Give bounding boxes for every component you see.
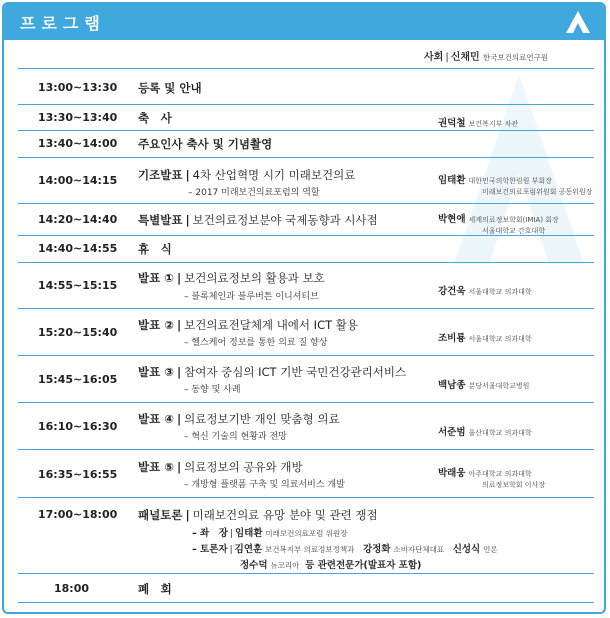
row-speaker: 서준범 울산대학교 의과대학 — [438, 427, 532, 438]
schedule-row — [18, 130, 594, 157]
row-title: 발표 ① | 보건의료정보의 활용과 보호 — [138, 271, 325, 285]
schedule-row — [18, 308, 594, 355]
schedule-row — [18, 449, 594, 497]
row-time: 17:00~18:00 — [38, 508, 118, 521]
row-time: 18:00 — [54, 582, 90, 595]
row-title: 특별발표 | 보건의료정보분야 국제동향과 시사점 — [138, 213, 378, 227]
row-speaker: 강건욱 서울대학교 의과대학 — [438, 286, 532, 297]
row-title: 발표 ③ | 참여자 중심의 ICT 기반 국민건강관리서비스 — [138, 365, 407, 379]
moderator-role: 사회 — [424, 52, 444, 63]
moderator-name: 신채민 — [450, 52, 480, 63]
row-title: 휴 식 — [138, 242, 172, 256]
schedule-row — [18, 402, 594, 449]
schedule-row — [18, 573, 594, 603]
row-time: 14:40~14:55 — [38, 242, 118, 255]
row-subtitle: – 헬스케어 정보를 통한 의료 질 향상 — [184, 338, 328, 348]
moderator-org: 한국보건의료연구원 — [482, 53, 549, 62]
logo-icon — [564, 8, 592, 36]
row-time: 13:40~14:00 — [38, 137, 118, 150]
row-subtitle: – 혁신 기술의 현황과 전망 — [184, 432, 287, 442]
row-speaker: 박현애 세계의료정보학회(IMIA) 회장 서울대학교 간호대학 — [438, 214, 559, 235]
row-speaker: 임태환 대한민국의학한림원 부회장 미래보건의료포럼위원회 공동위원장 — [438, 175, 593, 196]
schedule-row — [18, 235, 594, 262]
panel-discussants-more: 정수덕 뉴코리아 등 관련전문가(발표자 포함) — [240, 560, 422, 571]
schedule-row — [18, 68, 594, 104]
row-subtitle: – 개방형 플랫폼 구축 및 의료서비스 개발 — [184, 480, 345, 490]
row-time: 13:30~13:40 — [38, 111, 118, 124]
row-subtitle: – 2017 미래보건의료포럼의 역할 — [188, 188, 320, 198]
schedule-row — [18, 497, 594, 573]
row-time: 16:10~16:30 — [38, 420, 118, 433]
header-title: 프로그램 — [20, 14, 106, 33]
schedule-row — [18, 355, 594, 402]
schedule-row — [18, 262, 594, 308]
row-subtitle: – 동향 및 사례 — [184, 385, 241, 395]
row-title: 기조발표 | 4차 산업혁명 시기 미래보건의료 — [138, 168, 356, 182]
row-title: 발표 ② | 보건의료전달체계 내에서 ICT 활용 — [138, 318, 358, 332]
row-subtitle: – 블록체인과 블루버튼 이니셔티브 — [184, 292, 319, 302]
row-time: 13:00~13:30 — [38, 81, 118, 94]
row-time: 16:35~16:55 — [38, 468, 118, 481]
row-speaker: 백남종 분당서울대학교병원 — [438, 380, 530, 391]
row-title: 축 사 — [138, 111, 172, 125]
row-time: 14:00~14:15 — [38, 174, 118, 187]
row-title: 패널토론 | 미래보건의료 유망 분야 및 관련 쟁점 — [138, 508, 378, 522]
program-frame — [2, 2, 606, 614]
panel-chair: – 좌 장 | 임태환 미래보건의료포럼 위원장 — [192, 528, 348, 539]
row-time: 14:55~15:15 — [38, 279, 118, 292]
row-speaker: 박래웅 아주대학교 의과대학 의료정보학회 이사장 — [438, 468, 546, 489]
row-speaker: 조비룡 서울대학교 의과대학 — [438, 333, 532, 344]
row-title: 주요인사 축사 및 기념촬영 — [138, 137, 273, 151]
schedule-row — [18, 203, 594, 235]
schedule-row — [18, 157, 594, 203]
row-speaker: 권덕철 보건복지부 차관 — [438, 118, 519, 129]
panel-discussants: – 토론자 | 김연훈 보건복지부 의료정보정책과 강정화 소비자단체대표 신성식 언론 — [192, 544, 498, 555]
header-bar — [4, 4, 604, 40]
schedule-row — [18, 104, 594, 130]
row-time: 15:20~15:40 — [38, 326, 118, 339]
row-title: 발표 ④ | 의료정보기반 개인 맞춤형 의료 — [138, 412, 340, 426]
row-title: 발표 ⑤ | 의료정보의 공유와 개방 — [138, 460, 303, 474]
moderator-credit: 사회 | 신채민 한국보건의료연구원 — [424, 52, 549, 63]
row-time: 15:45~16:05 — [38, 373, 118, 386]
row-title: 등록 및 안내 — [138, 81, 202, 95]
row-time: 14:20~14:40 — [38, 213, 118, 226]
row-title: 폐 회 — [138, 582, 172, 596]
